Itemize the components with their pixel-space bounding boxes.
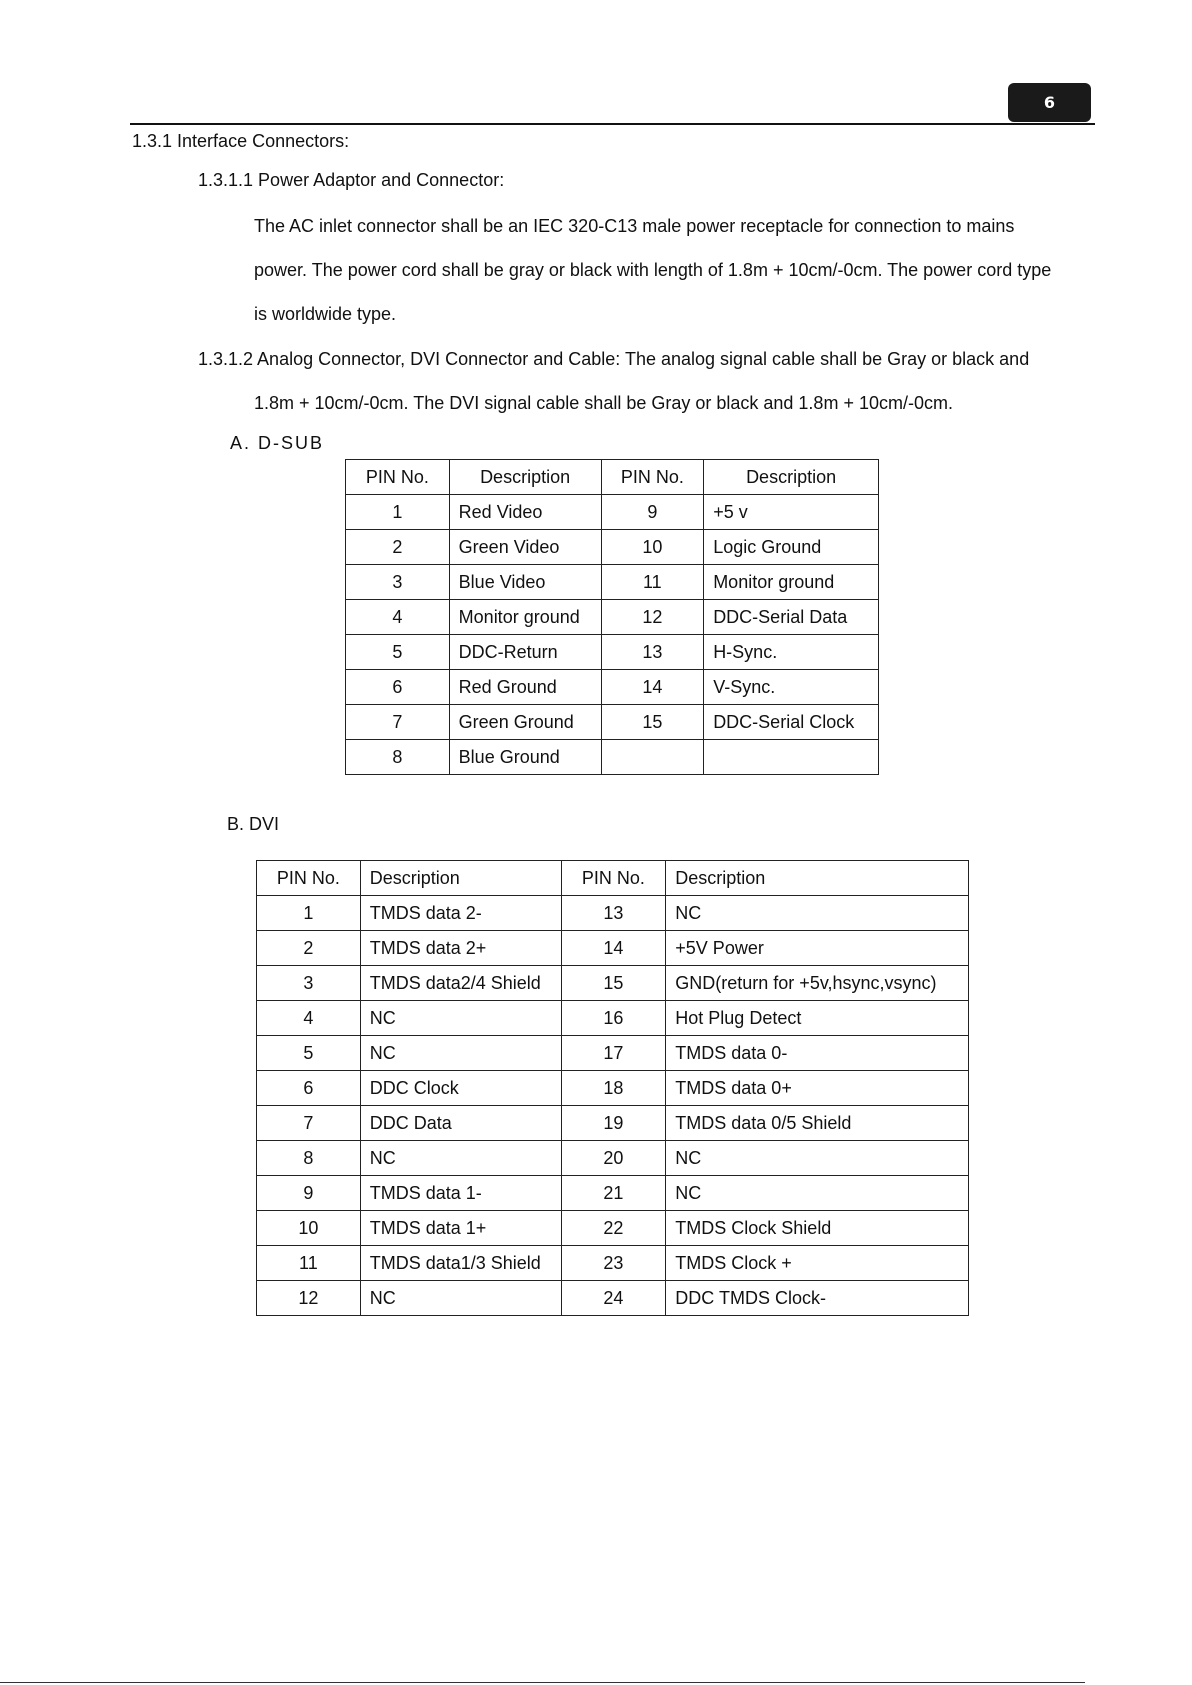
dvi-pin-table xyxy=(256,860,969,1316)
paragraph-line: power. The power cord shall be gray or black with length of 1.8m + 10cm/-0cm. The power cord type xyxy=(254,260,1052,280)
table-cell: DDC-Serial Data xyxy=(704,600,879,635)
table-cell: NC xyxy=(666,896,969,931)
table-cell: 2 xyxy=(257,931,361,966)
table-cell: Blue Ground xyxy=(449,740,601,775)
paragraph-line: is worldwide type. xyxy=(254,304,397,324)
table-row xyxy=(257,1036,969,1071)
table-cell: TMDS data1/3 Shield xyxy=(360,1246,561,1281)
paragraph-line: 1.8m + 10cm/-0cm. The DVI signal cable shall be Gray or black and 1.8m + 10cm/-0cm. xyxy=(254,393,953,413)
table-cell: 13 xyxy=(601,635,704,670)
table-cell: 1 xyxy=(257,896,361,931)
table-row xyxy=(346,740,879,775)
table-cell: H-Sync. xyxy=(704,635,879,670)
table-cell: 2 xyxy=(346,530,450,565)
table-cell: 20 xyxy=(561,1141,666,1176)
table-cell: Monitor ground xyxy=(449,600,601,635)
table-cell: 14 xyxy=(601,670,704,705)
table-row xyxy=(257,1106,969,1141)
table-header-cell: Description xyxy=(360,861,561,896)
table-cell: 10 xyxy=(601,530,704,565)
table-header-row xyxy=(257,861,969,896)
table-cell: 5 xyxy=(257,1036,361,1071)
table-header-cell: Description xyxy=(666,861,969,896)
table-cell: +5V Power xyxy=(666,931,969,966)
table-cell xyxy=(704,740,879,775)
table-cell: 24 xyxy=(561,1281,666,1316)
table-cell: Green Video xyxy=(449,530,601,565)
table-cell: Blue Video xyxy=(449,565,601,600)
table-cell: 16 xyxy=(561,1001,666,1036)
table-cell: Logic Ground xyxy=(704,530,879,565)
table-cell: 22 xyxy=(561,1211,666,1246)
table-cell: 23 xyxy=(561,1246,666,1281)
section-heading: 1.3.1 Interface Connectors: xyxy=(132,131,350,151)
table-cell: TMDS data 2- xyxy=(360,896,561,931)
table-row xyxy=(257,1001,969,1036)
dsub-label: A. D-SUB xyxy=(230,433,325,453)
table-cell: Hot Plug Detect xyxy=(666,1001,969,1036)
table-cell: 11 xyxy=(601,565,704,600)
table-cell: DDC Data xyxy=(360,1106,561,1141)
table-cell: 9 xyxy=(257,1176,361,1211)
table-cell: TMDS data 1- xyxy=(360,1176,561,1211)
table-cell: 15 xyxy=(601,705,704,740)
table-cell: 7 xyxy=(257,1106,361,1141)
table-header-cell: Description xyxy=(449,460,601,495)
table-cell: 10 xyxy=(257,1211,361,1246)
table-cell: TMDS Clock Shield xyxy=(666,1211,969,1246)
table-cell: 15 xyxy=(561,966,666,1001)
table-header-cell: PIN No. xyxy=(561,861,666,896)
table-row xyxy=(257,1246,969,1281)
table-header-cell: PIN No. xyxy=(257,861,361,896)
page-number-badge: 6 xyxy=(1008,83,1091,122)
table-cell: NC xyxy=(666,1176,969,1211)
table-cell: 13 xyxy=(561,896,666,931)
table-cell: 21 xyxy=(561,1176,666,1211)
table-cell: DDC Clock xyxy=(360,1071,561,1106)
table-cell: 1 xyxy=(346,495,450,530)
table-cell: 12 xyxy=(601,600,704,635)
table-cell: 11 xyxy=(257,1246,361,1281)
table-cell: TMDS data 1+ xyxy=(360,1211,561,1246)
table-cell: V-Sync. xyxy=(704,670,879,705)
table-cell: NC xyxy=(360,1141,561,1176)
subsection-heading-power: 1.3.1.1 Power Adaptor and Connector: xyxy=(198,170,505,190)
table-cell: Red Video xyxy=(449,495,601,530)
table-cell: DDC TMDS Clock- xyxy=(666,1281,969,1316)
table-cell: TMDS data 0+ xyxy=(666,1071,969,1106)
table-cell: Monitor ground xyxy=(704,565,879,600)
table-header-row xyxy=(346,460,879,495)
table-cell: GND(return for +5v,hsync,vsync) xyxy=(666,966,969,1001)
table-cell: TMDS data 0/5 Shield xyxy=(666,1106,969,1141)
table-row xyxy=(257,1281,969,1316)
table-cell: +5 v xyxy=(704,495,879,530)
table-cell: 5 xyxy=(346,635,450,670)
paragraph-line: The AC inlet connector shall be an IEC 320-C13 male power receptacle for connection to mains xyxy=(254,216,1015,236)
table-cell: NC xyxy=(360,1001,561,1036)
table-row xyxy=(346,635,879,670)
table-row xyxy=(346,565,879,600)
table-cell xyxy=(601,740,704,775)
table-cell: TMDS data 2+ xyxy=(360,931,561,966)
table-header-cell: PIN No. xyxy=(601,460,704,495)
dvi-label: B. DVI xyxy=(227,814,280,834)
table-cell: Green Ground xyxy=(449,705,601,740)
table-header-cell: Description xyxy=(704,460,879,495)
table-cell: 4 xyxy=(346,600,450,635)
table-cell: 12 xyxy=(257,1281,361,1316)
table-cell: 4 xyxy=(257,1001,361,1036)
table-row xyxy=(346,600,879,635)
table-cell: 19 xyxy=(561,1106,666,1141)
table-row xyxy=(257,1141,969,1176)
table-row xyxy=(257,1176,969,1211)
table-cell: TMDS data 0- xyxy=(666,1036,969,1071)
table-cell: TMDS Clock + xyxy=(666,1246,969,1281)
table-cell: 8 xyxy=(346,740,450,775)
table-row xyxy=(346,495,879,530)
table-cell: 17 xyxy=(561,1036,666,1071)
table-row xyxy=(257,1071,969,1106)
subsection-heading-analog: 1.3.1.2 Analog Connector, DVI Connector and Cable: The analog signal cable shall be Gray or black and xyxy=(198,349,1030,369)
table-cell: DDC-Serial Clock xyxy=(704,705,879,740)
table-cell: TMDS data2/4 Shield xyxy=(360,966,561,1001)
table-cell: NC xyxy=(666,1141,969,1176)
table-row xyxy=(346,530,879,565)
table-cell: DDC-Return xyxy=(449,635,601,670)
table-cell: 3 xyxy=(257,966,361,1001)
table-cell: NC xyxy=(360,1281,561,1316)
dsub-pin-table xyxy=(345,459,879,775)
table-cell: 18 xyxy=(561,1071,666,1106)
table-cell: 6 xyxy=(346,670,450,705)
table-header-cell: PIN No. xyxy=(346,460,450,495)
table-row xyxy=(346,705,879,740)
table-cell: 3 xyxy=(346,565,450,600)
table-row xyxy=(257,931,969,966)
footer-rule xyxy=(0,1682,1085,1683)
table-row xyxy=(346,670,879,705)
table-cell: 9 xyxy=(601,495,704,530)
table-row xyxy=(257,896,969,931)
table-cell: 7 xyxy=(346,705,450,740)
table-row xyxy=(257,1211,969,1246)
table-cell: 14 xyxy=(561,931,666,966)
table-cell: Red Ground xyxy=(449,670,601,705)
header-rule xyxy=(130,123,1095,125)
table-cell: 6 xyxy=(257,1071,361,1106)
table-row xyxy=(257,966,969,1001)
table-cell: 8 xyxy=(257,1141,361,1176)
table-cell: NC xyxy=(360,1036,561,1071)
